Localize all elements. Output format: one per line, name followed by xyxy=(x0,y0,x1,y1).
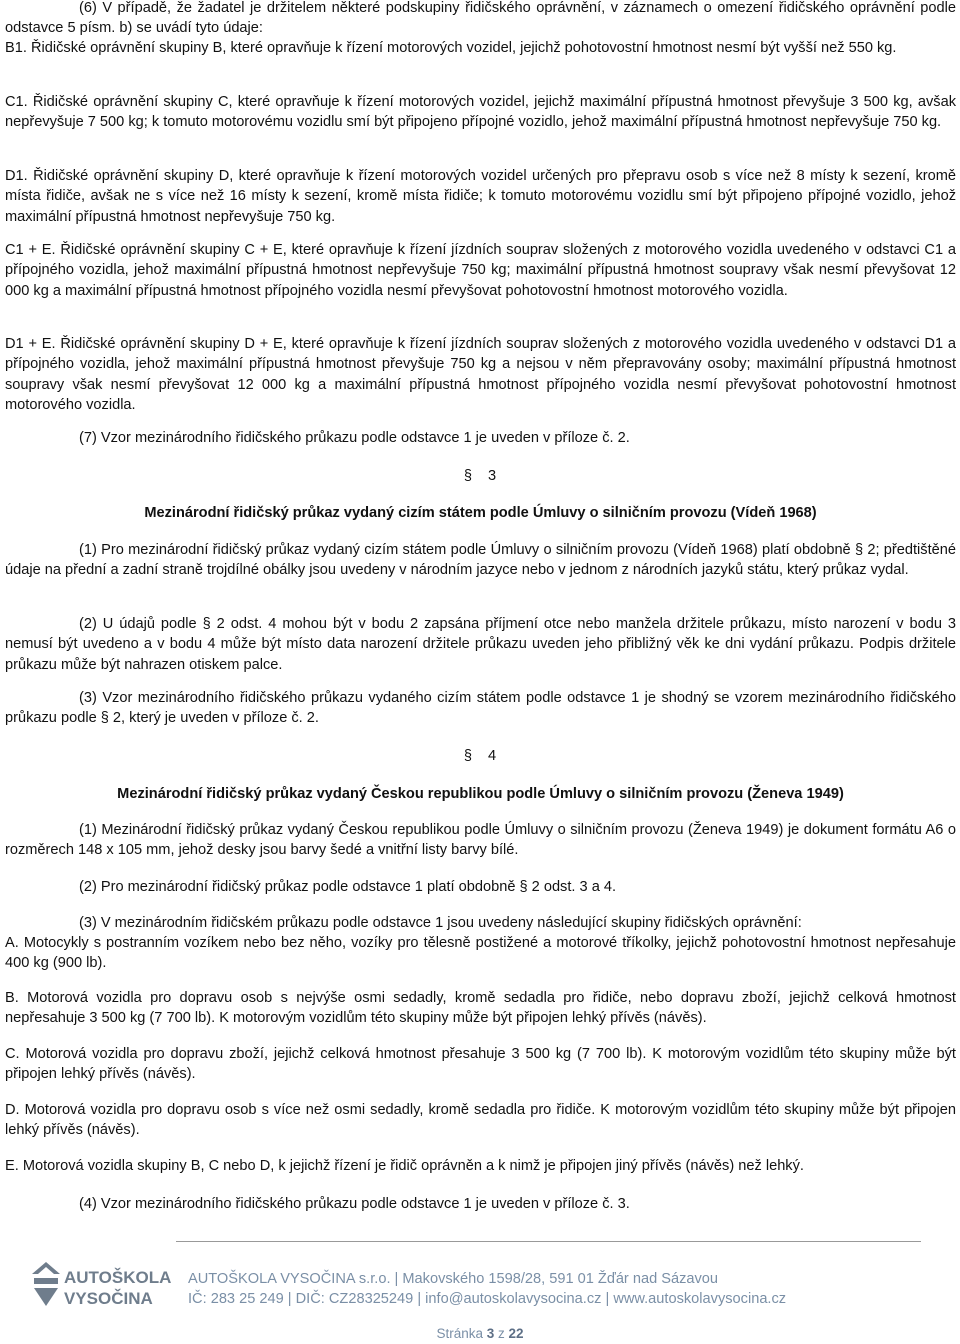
section-3-paragraph-3: (3) Vzor mezinárodního řidičského průkazu vydaného cizím státem podle odstavce 1 je shodný se vzorem mezinárodního řidičského průkazu podle § 2, který je uveden v příloze č. 2. xyxy=(5,690,956,727)
paragraph-d1e: D1 + E. Řidičské oprávnění skupiny D + E, které opravňuje k řízení jízdních souprav složených z motorového vozidla uvedeného v odstavci D1 a přípojného vozidla, jehož maximální přípustná hmotnost převyšuje 750 kg a nejsou v něm přepravovány osoby; maximální přípustná hmotnost soupravy však nesmí převyšovat 12 000 kg a maximální přípustná hmotnost přípojného vozidla nesmí převyšovat pohotovostní hmotnost motorového vozidla. xyxy=(5,336,956,413)
section-4-paragraph-1: (1) Mezinárodní řidičský průkaz vydaný Českou republikou podle Úmluvy o silničním provozu (Ženeva 1949) je dokument formátu A6 o rozměrech 148 x 105 mm, jehož desky jsou barvy šedé a vnitřní listy barvy bílé. xyxy=(5,822,956,859)
autoskola-logo xyxy=(30,1262,180,1310)
paragraph-7: (7) Vzor mezinárodního řidičského průkazu podle odstavce 1 je uveden v příloze č. 2. xyxy=(79,430,630,446)
group-e: E. Motorová vozidla skupiny B, C nebo D, k jejichž řízení je řidič oprávněn a k nimž je připojen jiný přívěs (návěs) než lehký. xyxy=(5,1158,804,1174)
paragraph-c1e: C1 + E. Řidičské oprávnění skupiny C + E, které opravňuje k řízení jízdních souprav složených z motorového vozidla uvedeného v odstavci C1 a přípojného vozidla, jehož maximální přípustná hmotnost nepřevyšuje 750 kg; maximální přípustná hmotnost soupravy však nesmí převyšovat 12 000 kg a maximální přípustná hmotnost přípojného vozidla nesmí převyšovat pohotovostní hmotnost motorového vozidla. xyxy=(5,242,956,299)
footer-divider xyxy=(176,1241,921,1242)
logo-line-1: AUTOŠKOLA xyxy=(64,1268,172,1287)
section-3-paragraph-2: (2) U údajů podle § 2 odst. 4 mohou být v bodu 2 zapsána příjmení otce nebo manžela držitele průkazu, místo narození v bodu 3 nemusí být uvedeno a v bodu 4 může být místo data narození držitele průkazu uveden jeho přibližný věk ke dni vydání průkazu. Podpis držitele průkazu může být nahrazen otiskem palce. xyxy=(5,616,956,673)
section-3-number: § 3 xyxy=(463,468,497,484)
section-3-title: Mezinárodní řidičský průkaz vydaný cizím státem podle Úmluvy o silničním provozu (Vídeň 1968) xyxy=(144,505,817,521)
footer-address: AUTOŠKOLA VYSOČINA s.r.o. | Makovského 1598/28, 591 01 Žďár nad Sázavou xyxy=(188,1271,719,1287)
section-4-title: Mezinárodní řidičský průkaz vydaný Českou republikou podle Úmluvy o silničním provozu (Ženeva 1949) xyxy=(117,786,844,802)
section-4-paragraph-4: (4) Vzor mezinárodního řidičského průkazu podle odstavce 1 je uveden v příloze č. 3. xyxy=(79,1196,630,1212)
section-mark: § xyxy=(463,748,472,764)
footer-contacts: IČ: 283 25 249 | DIČ: CZ28325249 | info@autoskolavysocina.cz | www.autoskolavysocina.cz xyxy=(188,1291,787,1307)
paragraph-6: (6) V případě, že žadatel je držitelem některé podskupiny řidičského oprávnění, v záznamech o omezení řidičského oprávnění podle odstavce 5 písm. b) se uvádí tyto údaje: xyxy=(5,0,956,37)
section-4-paragraph-3: (3) V mezinárodním řidičském průkazu podle odstavce 1 jsou uvedeny následující skupiny řidičských oprávnění: xyxy=(79,915,802,931)
paragraph-b1: B1. Řidičské oprávnění skupiny B, které opravňuje k řízení motorových vozidel, jejichž pohotovostní hmotnost nesmí být vyšší než 550 kg. xyxy=(5,40,897,56)
group-c: C. Motorová vozidla pro dopravu zboží, jejichž celková hmotnost přesahuje 3 500 kg (7 700 lb). K motorovým vozidlům této skupiny může být připojen lehký přívěs (návěs). xyxy=(5,1046,956,1083)
paragraph-c1: C1. Řidičské oprávnění skupiny C, které opravňuje k řízení motorových vozidel, jejichž maximální přípustná hmotnost převyšuje 3 500 kg, avšak nepřevyšuje 7 500 kg; k tomuto motorovému vozidlu smí být připojeno přípojné vozidlo, jehož maximální přípustná hmotnost nepřevyšuje 750 kg. xyxy=(5,94,956,131)
group-a: A. Motocykly s postranním vozíkem nebo bez něho, vozíky pro tělesně postižené a motorové tříkolky, jejichž pohotovostní hmotnost nepřesahuje 400 kg (900 lb). xyxy=(5,935,956,972)
page-number: Stránka 3 z 22 xyxy=(436,1326,524,1341)
section-mark: § xyxy=(463,468,472,484)
logo-line-2: VYSOČINA xyxy=(64,1289,153,1308)
section-4-paragraph-2: (2) Pro mezinárodní řidičský průkaz podle odstavce 1 platí obdobně § 2 odst. 3 a 4. xyxy=(79,879,617,895)
group-d: D. Motorová vozidla pro dopravu osob s více než osmi sedadly, kromě sedadla pro řidiče. K motorovým vozidlům této skupiny může být připojen lehký přívěs (návěs). xyxy=(5,1102,956,1139)
section-4-number: § 4 xyxy=(463,748,497,764)
section-3-paragraph-1: (1) Pro mezinárodní řidičský průkaz vydaný cizím státem podle Úmluvy o silničním provozu (Vídeň 1968) platí obdobně § 2; předtištěné údaje na přední a zadní straně trojdílné obálky jsou uvedeny v národním jazyce nebo v jednom z národních jazyků státu, který průkaz vydal. xyxy=(5,542,956,579)
paragraph-d1: D1. Řidičské oprávnění skupiny D, které opravňuje k řízení motorových vozidel určených pro přepravu osob s více než 8 místy k sezení, kromě místa řidiče, avšak ne s více než 16 místy k sezení, kromě místa řidiče; k tomuto motorovému vozidlu smí být připojeno přípojné vozidlo, jehož maximální přípustná hmotnost nepřevyšuje 750 kg. xyxy=(5,168,956,225)
group-b: B. Motorová vozidla pro dopravu osob s nejvýše osmi sedadly, kromě sedadla pro řidiče, nebo dopravu zboží, jejichž celková hmotnost nepřesahuje 3 500 kg (7 700 lb). K motorovým vozidlům této skupiny může být připojen lehký přívěs (návěs). xyxy=(5,990,956,1027)
